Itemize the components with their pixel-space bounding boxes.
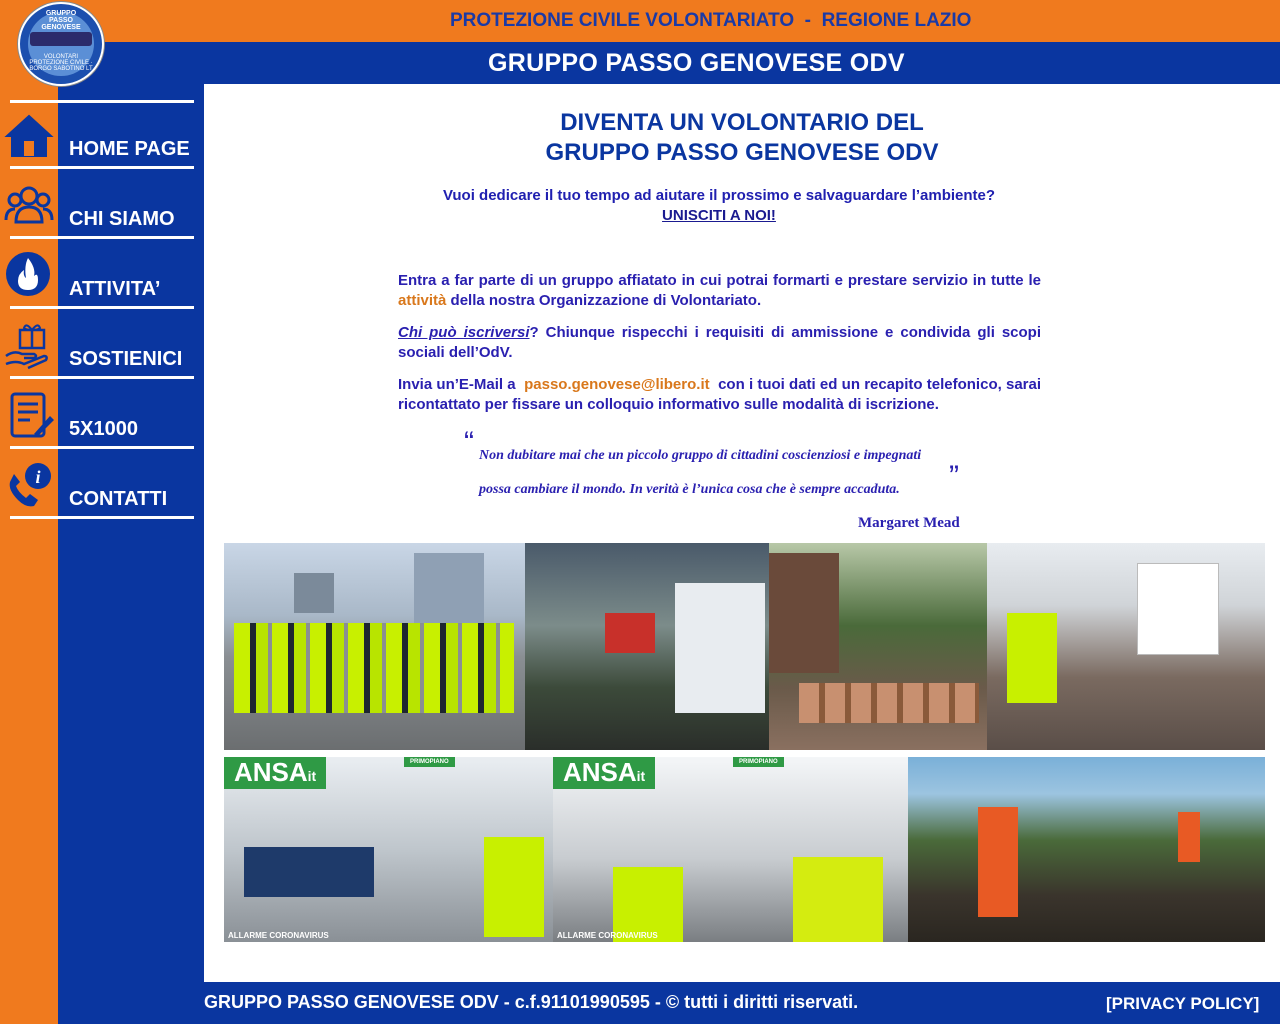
- ansa-tag: PRIMOPIANO: [404, 757, 455, 767]
- form-pen-icon: [4, 390, 54, 440]
- page-heading: [204, 108, 1280, 168]
- nav-item-home[interactable]: [0, 100, 200, 168]
- quote-open-mark: “: [464, 426, 474, 459]
- nav-item-attivita[interactable]: [0, 240, 200, 308]
- logo[interactable]: [18, 2, 104, 86]
- ansa-caption: ALLARME CORONAVIRUS: [557, 931, 658, 940]
- quote-author: Margaret Mead: [858, 515, 960, 531]
- paragraph-3-text: Invia un’E-Mail a: [398, 376, 520, 393]
- ansa-logo: ANSAit: [224, 757, 326, 789]
- nav-item-contatti[interactable]: [0, 450, 200, 518]
- nav-label-home: HOME PAGE: [69, 138, 190, 160]
- intro-text: [204, 186, 1234, 226]
- ansa-logo: ANSAit: [553, 757, 655, 789]
- nav-divider: [10, 376, 194, 379]
- nav-divider: [10, 236, 194, 239]
- logo-bottom-text: VOLONTARI PROTEZIONE CIVILE · BORGO SABOTINO LT: [29, 54, 93, 72]
- nav-label-sostienici: SOSTIENICI: [69, 348, 183, 370]
- photo-firefighters-field: [908, 757, 1265, 942]
- nav-divider: [10, 516, 194, 519]
- ansa-caption: ALLARME CORONAVIRUS: [228, 931, 329, 940]
- svg-text:i: i: [35, 467, 41, 487]
- nav-label-attivita: ATTIVITA’: [69, 278, 161, 300]
- nav-divider: [10, 100, 194, 103]
- nav-item-sostienici[interactable]: [0, 310, 200, 378]
- nav-item-chi-siamo[interactable]: [0, 170, 200, 238]
- logo-bridge-graphic: [30, 32, 92, 46]
- photo-logs-cutting: [769, 543, 987, 750]
- photo-ansa-tent: [553, 757, 908, 942]
- quote: [479, 439, 969, 507]
- photo-ansa-stretcher: [224, 757, 553, 942]
- nav-label-chi-siamo: CHI SIAMO: [69, 208, 175, 230]
- paragraph-1-text-end: della nostra Organizzazione di Volontariato.: [446, 292, 762, 309]
- photo-volunteers-group: [224, 543, 525, 750]
- paragraph-2-text: ? Chiunque rispecchi i requisiti di ammissione e condivida gli scopi sociali dell’OdV.: [398, 324, 1042, 361]
- photo-fire-van: [525, 543, 769, 750]
- privacy-policy-link[interactable]: [PRIVACY POLICY]: [1106, 994, 1260, 1013]
- top-title: PROTEZIONE CIVILE VOLONTARIATO - REGIONE LAZIO: [450, 10, 972, 31]
- quote-line-2: possa cambiare il mondo. In verità è l’unica cosa che è sempre accaduta.: [479, 482, 900, 497]
- paragraph-3: [398, 375, 1041, 415]
- people-icon: [4, 180, 54, 230]
- photo-truck-unloading: [987, 543, 1265, 750]
- footer-text: GRUPPO PASSO GENOVESE ODV - c.f.91101990595 - © tutti i diritti riservati.: [204, 992, 859, 1012]
- join-us-link[interactable]: UNISCITI A NOI!: [662, 207, 776, 224]
- paragraph-1-text: Entra a far parte di un gruppo affiatato in cui potrai formarti e prestare servizio in tutte le: [398, 272, 1041, 289]
- paragraph-3-text-end: con i tuoi dati ed un recapito telefonico, sarai ricontattato per fissare un colloquio informativo sulle modalità di iscrizione.: [398, 376, 1042, 413]
- nav-item-5x1000[interactable]: [0, 380, 200, 448]
- phone-info-icon: [4, 460, 54, 510]
- email-link[interactable]: passo.genovese@libero.it: [524, 376, 710, 393]
- nav-divider: [10, 166, 194, 169]
- site-title: GRUPPO PASSO GENOVESE ODV: [488, 49, 905, 77]
- activities-link[interactable]: attività: [398, 292, 447, 309]
- nav-divider: [10, 306, 194, 309]
- intro-line: Vuoi dedicare il tuo tempo ad aiutare il prossimo e salvaguardare l’ambiente?: [442, 187, 996, 204]
- quote-line-1: Non dubitare mai che un piccolo gruppo di cittadini coscienziosi e impegnati: [479, 448, 922, 463]
- home-icon: [4, 110, 54, 160]
- who-can-join-link[interactable]: Chi può iscriversi: [398, 324, 530, 341]
- nav-divider: [10, 446, 194, 449]
- ansa-tag: PRIMOPIANO: [733, 757, 784, 767]
- nav-label-5x1000: 5X1000: [69, 418, 138, 440]
- main-content: [204, 84, 1280, 982]
- nav-label-contatti: CONTATTI: [69, 488, 168, 510]
- gift-hand-icon: [4, 320, 54, 370]
- fire-icon: [4, 250, 54, 300]
- heading-line-2: GRUPPO PASSO GENOVESE ODV: [545, 139, 939, 166]
- quote-close-mark: ”: [949, 460, 959, 493]
- logo-top-text: GRUPPO PASSO GENOVESE: [41, 10, 81, 31]
- heading-line-1: DIVENTA UN VOLONTARIO DEL: [560, 109, 924, 136]
- paragraph-1: [398, 271, 1041, 311]
- paragraph-2: [398, 323, 1041, 363]
